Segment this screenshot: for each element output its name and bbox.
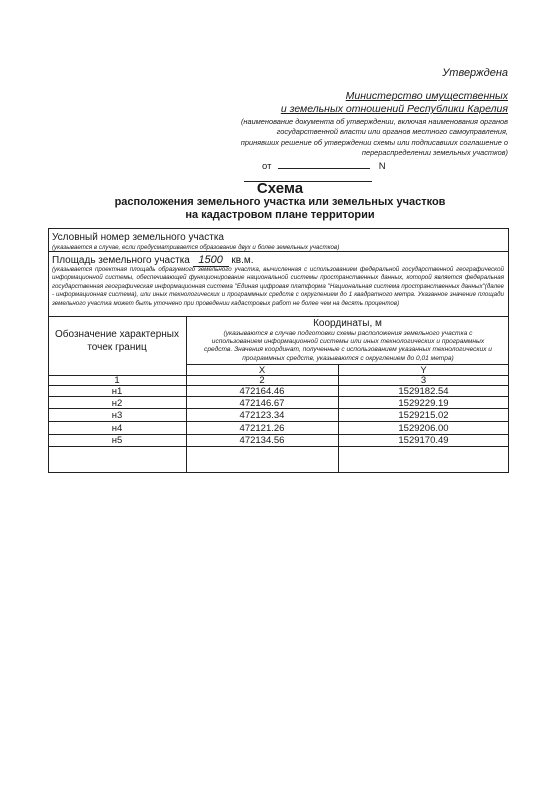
x-header: X <box>258 365 266 376</box>
coordinates-header: Координаты, м <box>313 318 382 329</box>
y-value: 1529182.54 <box>398 386 449 397</box>
x-value: 472123.34 <box>239 410 285 421</box>
date-blank <box>278 159 370 169</box>
coordinates-note: (указываются в случае подготовки схемы расположения земельного участка с использованием информационной системы или иных технологических и программных средств. Значения координат, полученные с использованием указанных технологических и программных средств, указываются с округлением до 0,01 метра) <box>204 330 492 362</box>
approval-note: (наименование документа об утверждении, включая наименования органов государственной власти или органов местного самоуправления, принявших решение об утверждении схемы или подписавших соглашение о перераспределении земельных участков) <box>240 117 508 157</box>
date-prefix: от <box>262 161 272 172</box>
number-prefix: N <box>378 161 386 172</box>
parcel-area-note: (указывается проектная площадь образуемого земельного участка, вычисленная с использованием федеральной государственной географической информационной системы, обеспечивающей функционирование национальной системы пространственных данных, которой является федеральная государственная географическая информационная система "Единая цифровая платформа "Национальная система пространственных данных"(далее - информационная система), или иных технологических и программных средств с округлением до 1 квадратного метра. Указанное значение площади земельного участка может быть уточнено при проведении кадастровых работ не более чем на десять процентов) <box>52 266 504 307</box>
ministry-line-2: и земельных отношений Республики Карелия <box>280 103 508 115</box>
points-column-header: Обозначение характерных точек границ <box>55 329 179 353</box>
col-number-2: 2 <box>259 375 265 386</box>
point-label: н1 <box>111 386 123 397</box>
document-title: Схема <box>256 180 304 197</box>
point-label: н3 <box>111 410 123 421</box>
col-number-3: 3 <box>420 375 427 386</box>
divider <box>48 421 509 422</box>
y-header: Y <box>420 365 427 376</box>
x-value: 472121.26 <box>239 423 285 434</box>
divider <box>48 316 509 317</box>
col-number-1: 1 <box>114 375 120 386</box>
subtitle-line-1: расположения земельного участка или земельных участков <box>114 196 446 208</box>
parcel-area-unit: кв.м. <box>231 255 254 266</box>
approval-block <box>240 90 508 158</box>
parcel-area-value: 1500 <box>193 254 229 267</box>
approved-label: Утверждена <box>442 67 508 79</box>
y-value: 1529229.19 <box>398 398 449 409</box>
point-label: н4 <box>111 423 123 434</box>
y-value: 1529206.00 <box>398 423 449 434</box>
y-value: 1529170.49 <box>398 435 449 446</box>
subtitle-line-2: на кадастровом плане территории <box>185 209 375 221</box>
document-subtitle <box>60 196 500 222</box>
x-value: 472134.56 <box>239 435 285 446</box>
y-value: 1529215.02 <box>398 410 449 421</box>
parcel-number-label: Условный номер земельного участка <box>52 232 224 243</box>
point-label: н5 <box>111 435 123 446</box>
parcel-number-note: (указывается в случае, если предусматривается образование двух и более земельных участков) <box>52 244 340 251</box>
divider <box>48 251 509 252</box>
x-value: 472164.46 <box>239 386 285 397</box>
ministry-line-1: Министерство имущественных <box>345 90 508 102</box>
point-label: н2 <box>111 398 123 409</box>
parcel-area-label: Площадь земельного участка <box>52 255 190 266</box>
divider <box>48 446 509 447</box>
x-value: 472146.67 <box>239 398 285 409</box>
